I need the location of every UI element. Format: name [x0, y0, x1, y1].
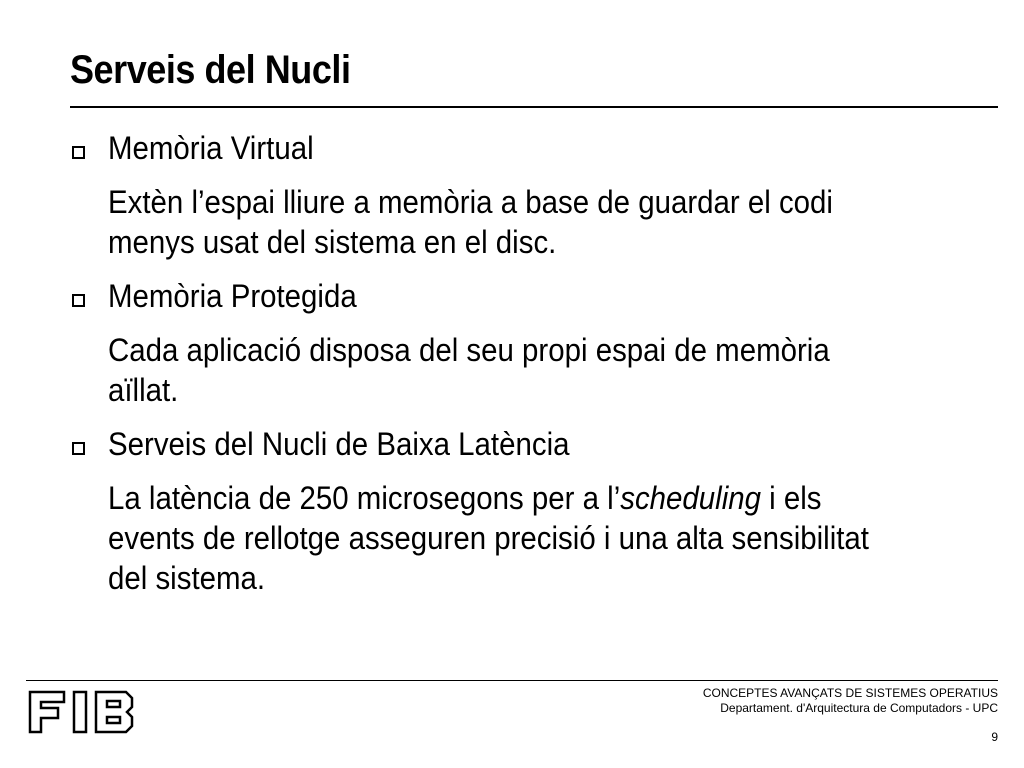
slide-body	[70, 128, 970, 612]
bullet-item-memoria-protegida	[70, 276, 970, 316]
description-line: aïllat.	[108, 372, 179, 408]
description-line	[108, 478, 901, 518]
description-text: i els	[760, 480, 822, 516]
description-line: Extèn l’espai lliure a memòria a base de guardar el codi	[108, 184, 833, 220]
square-bullet-icon	[72, 294, 85, 307]
bullet-description	[70, 478, 970, 598]
scheduling-term: scheduling	[620, 480, 761, 516]
course-name: CONCEPTES AVANÇATS DE SISTEMES OPERATIUS	[702, 686, 998, 700]
department-name: Departament. d'Arquitectura de Computadors - UPC	[720, 701, 998, 715]
title-divider	[70, 106, 998, 108]
bullet-description	[70, 330, 970, 410]
footer-info	[703, 686, 998, 716]
description-line: menys usat del sistema en el disc.	[108, 224, 557, 260]
square-bullet-icon	[72, 146, 85, 159]
bullet-item-baixa-latencia	[70, 424, 970, 464]
bullet-description	[70, 182, 970, 262]
square-bullet-icon	[72, 442, 85, 455]
description-text: La latència de 250 microsegons per a l’	[108, 480, 621, 516]
bullet-heading: Memòria Protegida	[108, 278, 357, 314]
description-line: Cada aplicació disposa del seu propi espai de memòria	[108, 332, 830, 368]
bullet-heading: Serveis del Nucli de Baixa Latència	[108, 426, 570, 462]
footer-divider	[26, 680, 998, 681]
description-line: events de rellotge asseguren precisió i una alta sensibilitat	[108, 520, 869, 556]
page-number: 9	[991, 730, 998, 744]
bullet-heading: Memòria Virtual	[108, 130, 314, 166]
fib-logo	[26, 688, 138, 736]
description-line: del sistema.	[108, 560, 266, 596]
slide-title: Serveis del Nucli	[70, 48, 351, 92]
bullet-item-memoria-virtual	[70, 128, 970, 168]
